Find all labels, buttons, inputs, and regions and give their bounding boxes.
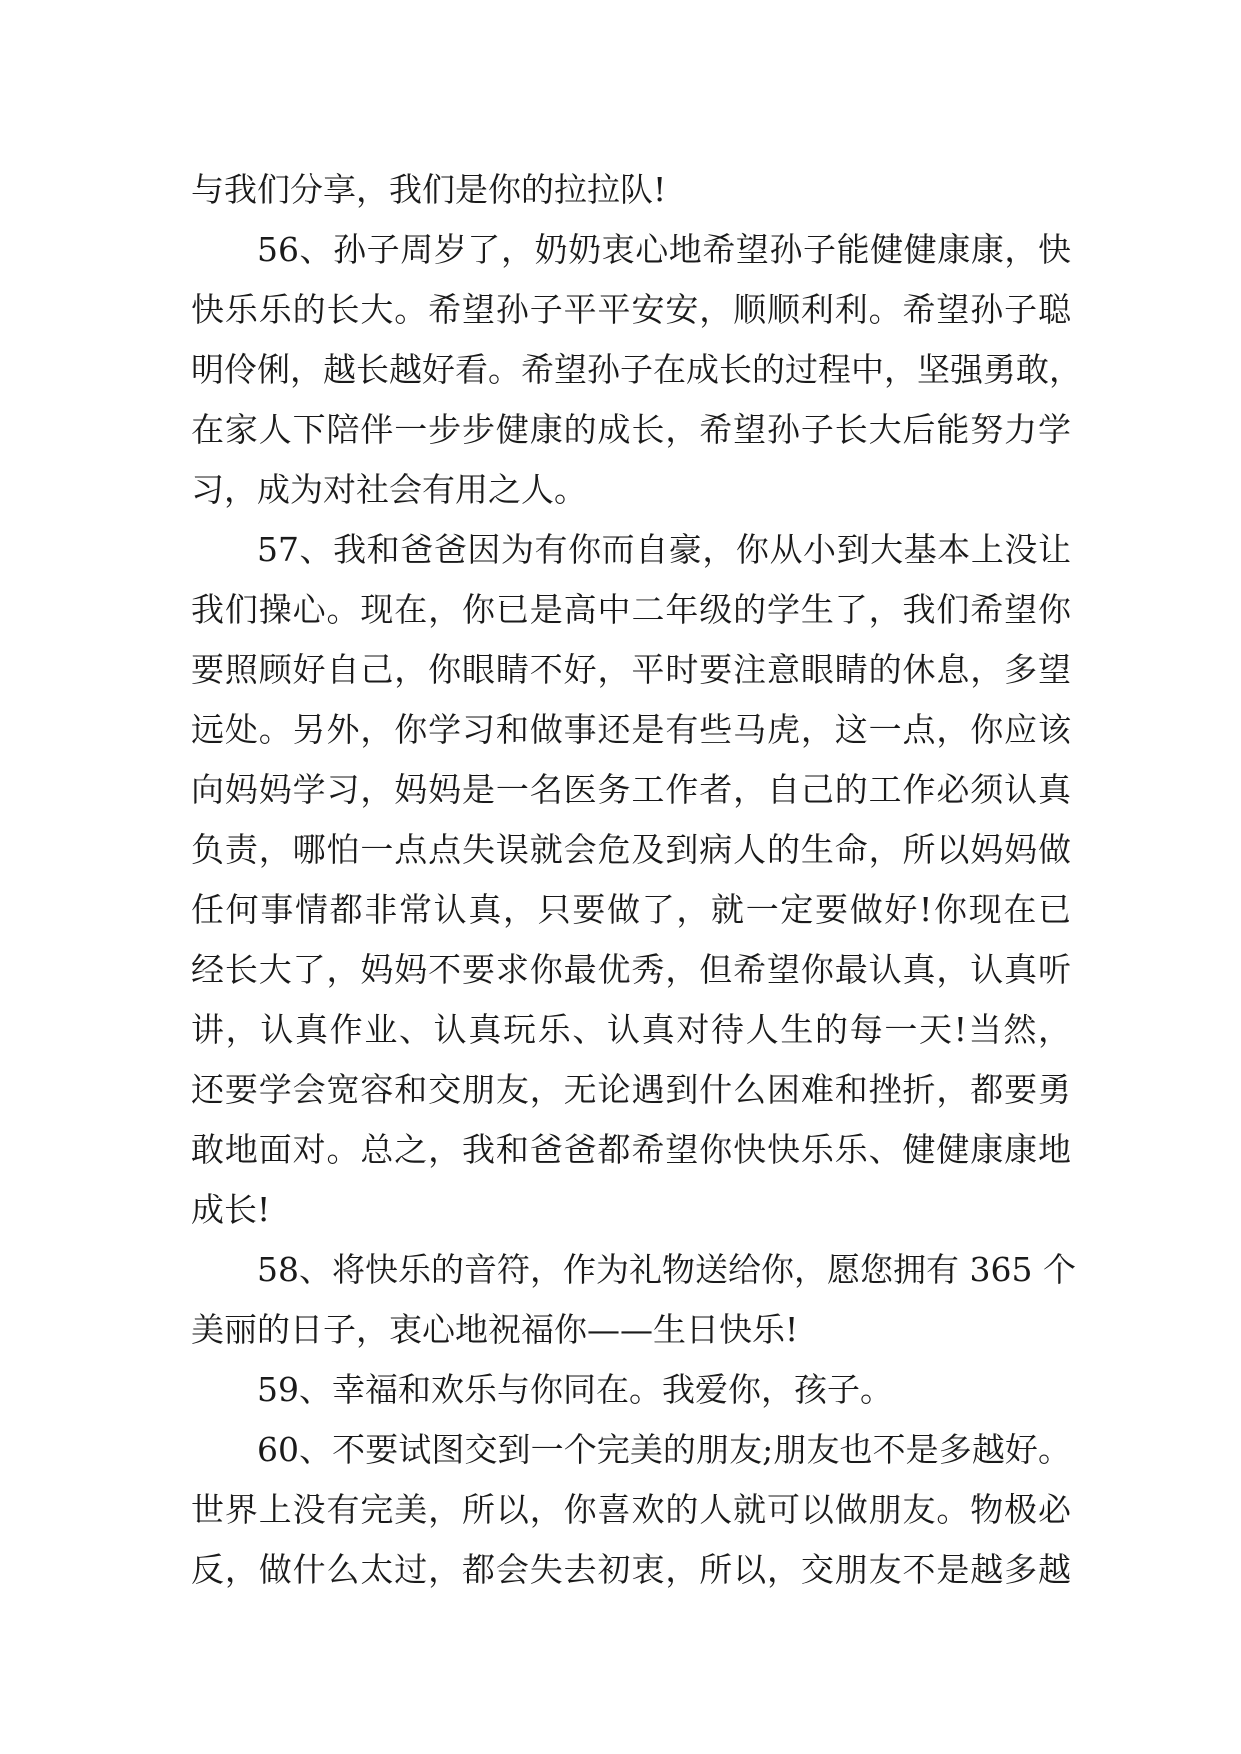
text-line: 敢地面对。总之，我和爸爸都希望你快快乐乐、健健康康地 xyxy=(191,1130,1071,1169)
document-body xyxy=(191,160,1082,1600)
paragraph-58 xyxy=(191,1240,1076,1360)
text-line: 习，成为对社会有用之人。 xyxy=(191,470,587,509)
text-line: 经长大了，妈妈不要求你最优秀，但希望你最认真，认真听 xyxy=(191,950,1071,989)
text-line: 要照顾好自己，你眼睛不好，平时要注意眼睛的休息，多望 xyxy=(191,650,1071,689)
paragraph-57 xyxy=(191,520,1071,1240)
text-line: 成长! xyxy=(191,1190,271,1229)
text-line: 讲，认真作业、认真玩乐、认真对待人生的每一天!当然， xyxy=(191,1010,1071,1049)
text-line: 快乐乐的长大。希望孙子平平安安，顺顺利利。希望孙子聪 xyxy=(191,290,1071,329)
text-line: 57、我和爸爸因为有你而自豪，你从小到大基本上没让 xyxy=(257,530,1071,569)
text-line: 反，做什么太过，都会失去初衷，所以，交朋友不是越多越 xyxy=(191,1550,1071,1589)
text-line: 59、幸福和欢乐与你同在。我爱你，孩子。 xyxy=(257,1370,893,1409)
paragraph-56 xyxy=(191,220,1082,520)
text-line: 还要学会宽容和交朋友，无论遇到什么困难和挫折，都要勇 xyxy=(191,1070,1071,1109)
text-line: 远处。另外，你学习和做事还是有些马虎，这一点，你应该 xyxy=(191,710,1071,749)
text-line: 负责，哪怕一点点失误就会危及到病人的生命，所以妈妈做 xyxy=(191,830,1071,869)
paragraph-59 xyxy=(191,1360,1071,1420)
text-line: 我们操心。现在，你已是高中二年级的学生了，我们希望你 xyxy=(191,590,1071,629)
paragraph-continuation xyxy=(191,160,1071,220)
text-line: 任何事情都非常认真，只要做了，就一定要做好!你现在已 xyxy=(191,890,1071,929)
text-line: 58、将快乐的音符，作为礼物送给你，愿您拥有 365 个 xyxy=(257,1250,1076,1289)
text-line: 世界上没有完美，所以，你喜欢的人就可以做朋友。物极必 xyxy=(191,1490,1071,1529)
text-line: 明伶俐，越长越好看。希望孙子在成长的过程中，坚强勇敢， xyxy=(191,350,1082,389)
text-line: 美丽的日子，衷心地祝福你——生日快乐! xyxy=(191,1310,799,1349)
text-line: 60、不要试图交到一个完美的朋友;朋友也不是多越好。 xyxy=(257,1430,1071,1469)
text-line: 56、孙子周岁了，奶奶衷心地希望孙子能健健康康，快 xyxy=(257,230,1071,269)
text-line: 向妈妈学习，妈妈是一名医务工作者，自己的工作必须认真 xyxy=(191,770,1071,809)
text-line: 在家人下陪伴一步步健康的成长，希望孙子长大后能努力学 xyxy=(191,410,1071,449)
paragraph-60 xyxy=(191,1420,1071,1600)
text-line: 与我们分享，我们是你的拉拉队! xyxy=(191,170,667,209)
